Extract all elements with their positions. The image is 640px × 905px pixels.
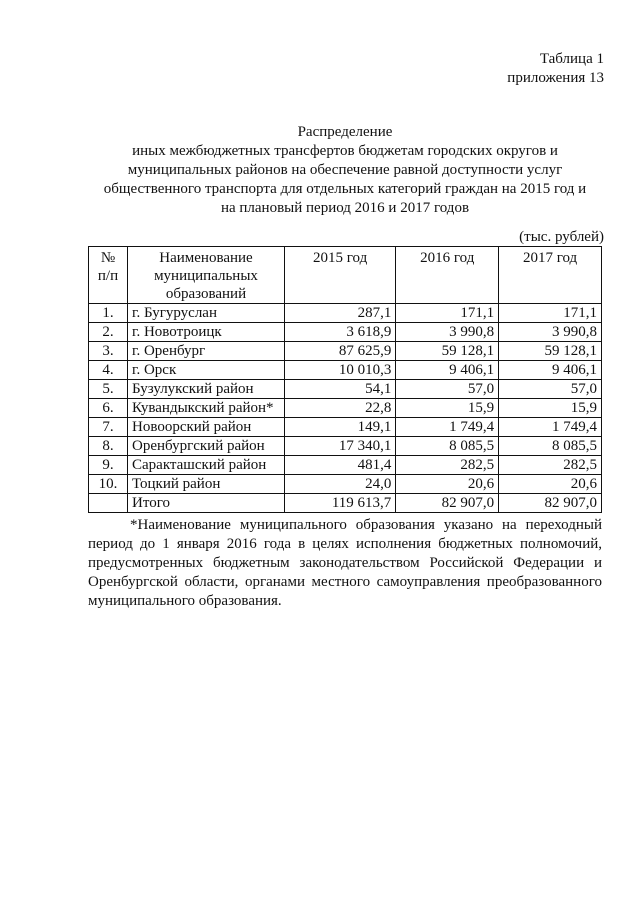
row-name: г. Орск [128, 361, 285, 380]
row-name: г. Новотроицк [128, 323, 285, 342]
title-line-4: общественного транспорта для отдельных категорий граждан на 2015 год и [103, 181, 587, 197]
row-value-2015: 481,4 [285, 456, 396, 475]
row-value-2017: 1 749,4 [499, 418, 602, 437]
row-name: г. Оренбург [128, 342, 285, 361]
row-name: Бузулукский район [128, 380, 285, 399]
row-value-2016: 282,5 [396, 456, 499, 475]
table-row [89, 399, 602, 418]
row-value-2015: 10 010,3 [285, 361, 396, 380]
title-line-3: муниципальных районов на обеспечение равной доступности услуг [127, 162, 563, 178]
row-value-2015: 17 340,1 [285, 437, 396, 456]
total-value-2015: 119 613,7 [285, 494, 396, 513]
row-value-2017: 20,6 [499, 475, 602, 494]
table-row [89, 304, 602, 323]
table-row [89, 361, 602, 380]
table-row [89, 437, 602, 456]
row-value-2017: 9 406,1 [499, 361, 602, 380]
row-name: Оренбургский район [128, 437, 285, 456]
total-number-cell [89, 494, 128, 513]
table-reference: Таблица 1 [539, 51, 604, 67]
appendix-reference: приложения 13 [507, 70, 604, 86]
header-2015: 2015 год [285, 247, 396, 304]
row-number: 4. [89, 361, 128, 380]
row-value-2017: 171,1 [499, 304, 602, 323]
row-number: 1. [89, 304, 128, 323]
table-row [89, 342, 602, 361]
row-value-2016: 15,9 [396, 399, 499, 418]
table-row [89, 475, 602, 494]
header-2017: 2017 год [499, 247, 602, 304]
row-value-2016: 9 406,1 [396, 361, 499, 380]
total-value-2017: 82 907,0 [499, 494, 602, 513]
row-number: 5. [89, 380, 128, 399]
row-value-2015: 87 625,9 [285, 342, 396, 361]
row-name: Новоорский район [128, 418, 285, 437]
row-name: г. Бугуруслан [128, 304, 285, 323]
row-value-2015: 3 618,9 [285, 323, 396, 342]
row-value-2016: 3 990,8 [396, 323, 499, 342]
footnote: *Наименование муниципального образования указано на переходный период до 1 января 2016 года в целях исполнения бюджетных полномочий, предусмотренных бюджетным законодательством Российской Федерации и Оренбургской области, органами местного самоуправления преобразованного муниципального образования. [88, 517, 602, 609]
row-value-2016: 59 128,1 [396, 342, 499, 361]
table-row [89, 456, 602, 475]
row-value-2016: 171,1 [396, 304, 499, 323]
row-number: 6. [89, 399, 128, 418]
title-line-1: Распределение [297, 124, 393, 140]
title-line-5: на плановый период 2016 и 2017 годов [220, 200, 470, 216]
row-number: 2. [89, 323, 128, 342]
row-number: 8. [89, 437, 128, 456]
row-value-2015: 22,8 [285, 399, 396, 418]
header-name: Наименование муниципальных образований [128, 247, 285, 304]
row-value-2016: 1 749,4 [396, 418, 499, 437]
row-number: 7. [89, 418, 128, 437]
table-row [89, 418, 602, 437]
table-total-row [89, 494, 602, 513]
row-value-2017: 282,5 [499, 456, 602, 475]
total-value-2016: 82 907,0 [396, 494, 499, 513]
row-value-2015: 24,0 [285, 475, 396, 494]
row-value-2017: 8 085,5 [499, 437, 602, 456]
row-number: 9. [89, 456, 128, 475]
row-number: 3. [89, 342, 128, 361]
units-label: (тыс. рублей) [519, 229, 604, 245]
header-2016: 2016 год [396, 247, 499, 304]
total-label: Итого [128, 494, 285, 513]
row-value-2016: 57,0 [396, 380, 499, 399]
row-name: Кувандыкский район* [128, 399, 285, 418]
row-value-2017: 59 128,1 [499, 342, 602, 361]
distribution-table [88, 246, 602, 513]
document-reference [507, 50, 604, 88]
row-value-2015: 287,1 [285, 304, 396, 323]
row-name: Тоцкий район [128, 475, 285, 494]
title-line-2: иных межбюджетных трансфертов бюджетам городских округов и [132, 143, 558, 159]
row-value-2015: 149,1 [285, 418, 396, 437]
row-number: 10. [89, 475, 128, 494]
row-value-2017: 57,0 [499, 380, 602, 399]
row-value-2016: 20,6 [396, 475, 499, 494]
table-row [89, 380, 602, 399]
row-value-2017: 15,9 [499, 399, 602, 418]
document-title [90, 123, 600, 218]
row-value-2017: 3 990,8 [499, 323, 602, 342]
header-number: № п/п [89, 247, 128, 304]
row-value-2016: 8 085,5 [396, 437, 499, 456]
table-row [89, 323, 602, 342]
row-name: Саракташский район [128, 456, 285, 475]
table-header-row [89, 247, 602, 304]
row-value-2015: 54,1 [285, 380, 396, 399]
